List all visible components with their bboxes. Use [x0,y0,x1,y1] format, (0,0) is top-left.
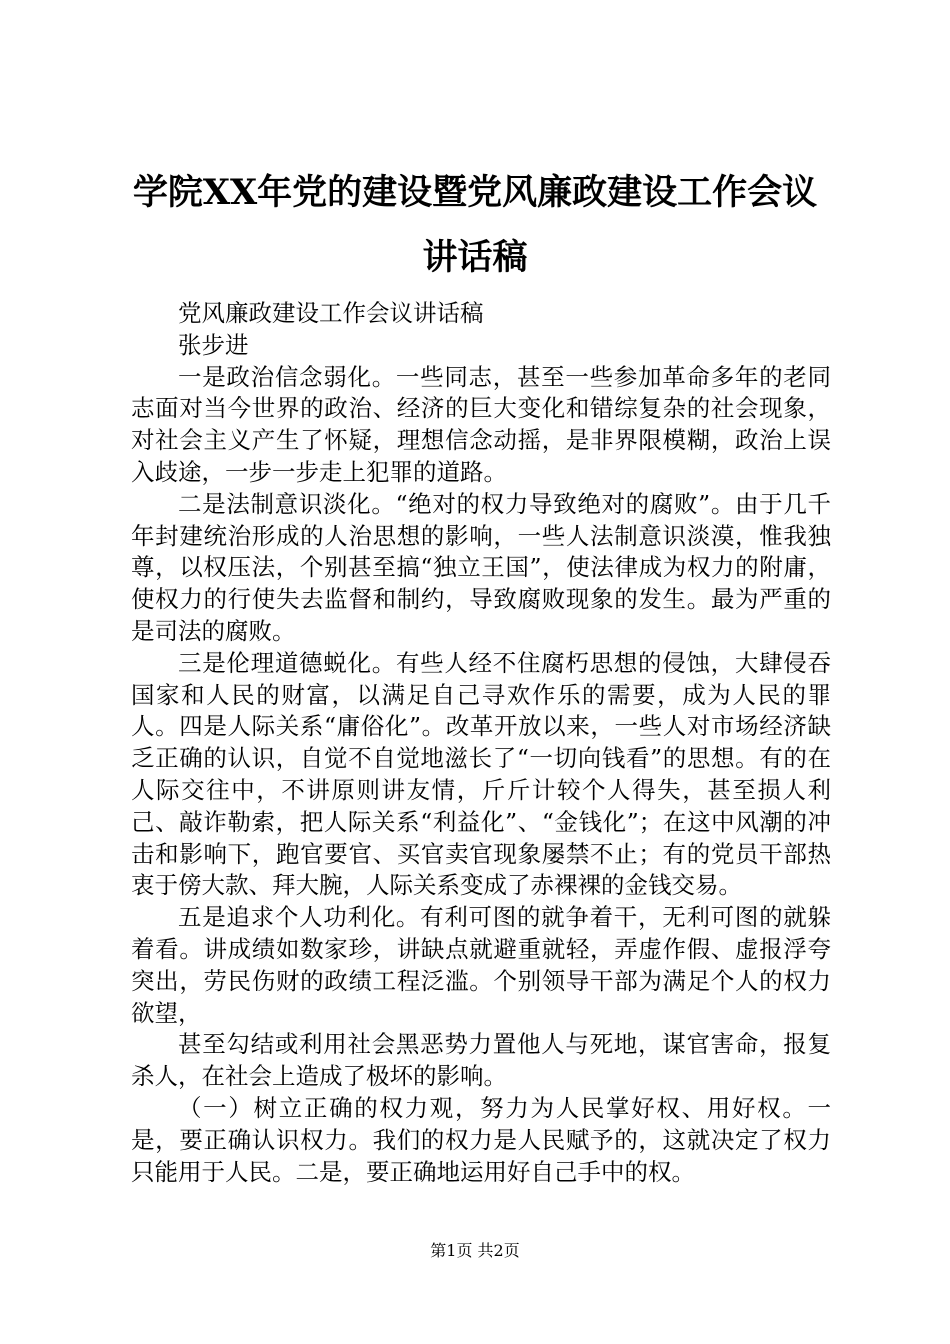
paragraph: （一）树立正确的权力观，努力为人民掌好权、用好权。一是，要正确认识权力。我们的权力是人民赋予的，这就决定了权力只能用于人民。二是，要正确地运用好自己手中的权。 [131,1093,831,1186]
document-title-line-2: 讲话稿 [422,237,528,278]
paragraph: 一是政治信念弱化。一些同志，甚至一些参加革命多年的老同志面对当今世界的政治、经济的巨大变化和错综复杂的社会现象，对社会主义产生了怀疑，理想信念动摇，是非界限模糊，政治上误入歧途，一步一步走上犯罪的道路。 [131,362,831,486]
document-body [131,298,831,1188]
paragraph: 二是法制意识淡化。“绝对的权力导致绝对的腐败”。由于几千年封建统治形成的人治思想的影响，一些人法制意识淡漠，惟我独尊，以权压法，个别甚至搞“独立王国”，使法律成为权力的附庸，使权力的行使失去监督和制约，导致腐败现象的发生。最为严重的是司法的腐败。 [131,489,831,645]
paragraph-subtitle: 党风廉政建设工作会议讲话稿 [178,299,484,327]
page-number-footer: 第1页 共2页 [430,1241,520,1260]
paragraph-author: 张步进 [178,330,249,359]
document-title-line-1: 学院XX年党的建设暨党风廉政建设工作会议 [132,172,818,213]
paragraph: 甚至勾结或利用社会黑恶势力置他人与死地，谋官害命，报复杀人，在社会上造成了极坏的影响。 [131,1030,831,1091]
paragraph: 五是追求个人功利化。有利可图的就争着干，无利可图的就躲着看。讲成绩如数家珍，讲缺点就避重就轻，弄虚作假、虚报浮夸突出，劳民伤财的政绩工程泛滥。个别领导干部为满足个人的权力欲望， [131,903,831,1027]
paragraph: 三是伦理道德蜕化。有些人经不住腐朽思想的侵蚀，大肆侵吞国家和人民的财富，以满足自己寻欢作乐的需要，成为人民的罪人。四是人际关系“庸俗化”。改革开放以来，一些人对市场经济缺乏正确的认识，自觉不自觉地滋长了“一切向钱看”的思想。有的在人际交往中，不讲原则讲友情，斤斤计较个人得失，甚至损人利己、敲诈勒索，把人际关系“利益化”、“金钱化”；在这中风潮的冲击和影响下，跑官要官、买官卖官现象屡禁不止；有的党员干部热衷于傍大款、拜大腕，人际关系变成了赤裸裸的金钱交易。 [131,648,831,900]
